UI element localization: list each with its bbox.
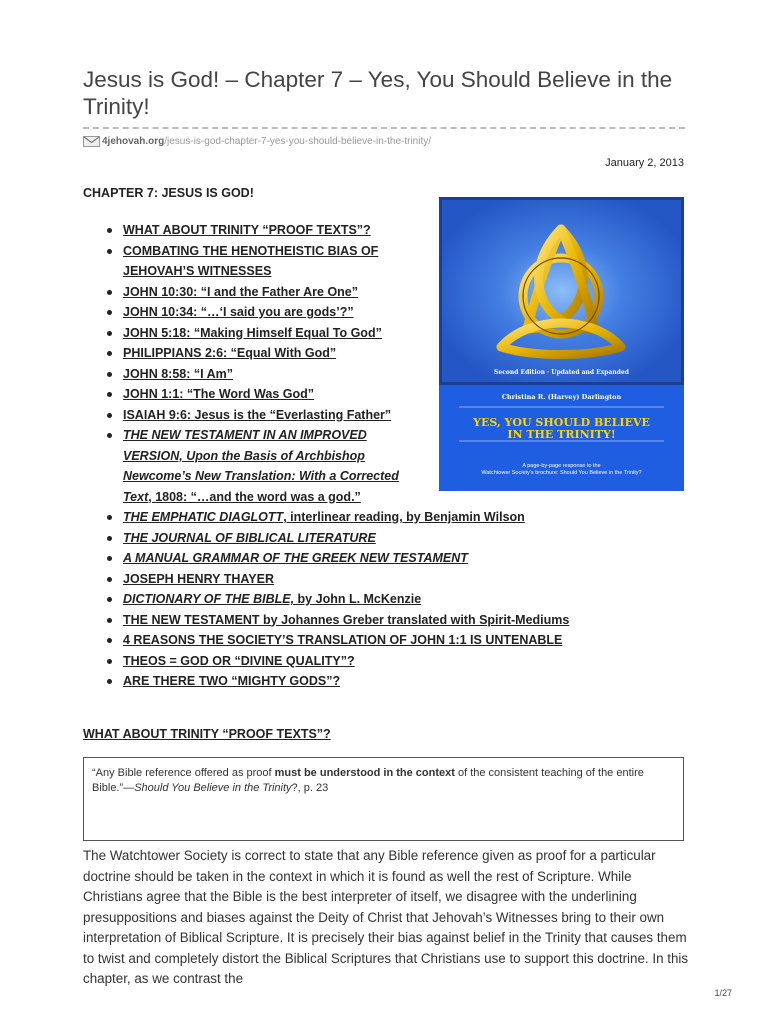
toc-link[interactable]	[123, 633, 562, 647]
cover-title-line-2: IN THE TRINITY!	[507, 428, 616, 441]
toc-item	[103, 384, 663, 405]
toc-link-text: PHILIPPIANS 2:6: “Equal With God”	[123, 346, 337, 360]
toc-link[interactable]	[123, 323, 413, 344]
toc-link-text: , interlinear reading, by Benjamin Wilson	[283, 510, 525, 524]
quote-text-start: “Any Bible reference offered as proof	[92, 767, 275, 779]
toc-link[interactable]	[123, 654, 355, 668]
toc-item	[103, 671, 663, 692]
toc-link-text: JOHN 10:34: “…‘I said you are gods’?”	[123, 305, 354, 319]
toc-link-text: by John L. McKenzie	[294, 592, 422, 606]
toc-link[interactable]	[123, 572, 274, 586]
toc-link-text: THE NEW TESTAMENT by Johannes Greber translated with Spirit-Mediums	[123, 612, 570, 627]
source-path[interactable]: /jesus-is-god-chapter-7-yes-you-should-believe-in-the-trinity/	[164, 136, 432, 147]
toc-link-text: JOSEPH HENRY THAYER	[123, 571, 274, 586]
source-domain[interactable]: 4jehovah.org	[102, 136, 165, 147]
toc-link-text: JOHN 1:1: “The Word Was God”	[123, 387, 314, 401]
toc-link-title-italic: THE JOURNAL OF BIBLICAL LITERATURE	[123, 530, 376, 545]
toc-link-text: COMBATING THE HENOTHEISTIC BIAS OF JEHOVAH’S WITNESSES	[123, 243, 379, 278]
toc-item	[103, 569, 663, 590]
cover-subtitle-line-1: A page-by-page response to the	[522, 463, 601, 469]
toc-link[interactable]	[123, 425, 413, 507]
toc-item	[103, 528, 663, 549]
toc-link-text: , 1808: “…and the word was a god.”	[148, 489, 361, 504]
toc-link[interactable]	[123, 241, 413, 282]
toc-item	[103, 282, 663, 303]
toc-link[interactable]	[123, 282, 413, 303]
source-url[interactable]	[83, 136, 431, 147]
page-title: Jesus is God! – Chapter 7 – Yes, You Should Believe in the Trinity!	[83, 67, 673, 119]
toc-link[interactable]	[123, 613, 569, 627]
cover-title-line-1: YES, YOU SHOULD BELIEVE	[473, 416, 650, 429]
toc-link[interactable]	[123, 674, 340, 688]
toc-item	[103, 651, 663, 672]
toc-link-title-italic: DICTIONARY OF THE BIBLE,	[123, 592, 295, 606]
cover-author: Christina R. (Harvey) Darlington	[501, 393, 622, 401]
toc-item	[103, 220, 663, 241]
toc-item	[103, 323, 663, 344]
link-icon	[83, 136, 100, 147]
toc-link[interactable]	[123, 551, 468, 565]
quote-source: Should You Believe in the Trinity	[134, 781, 292, 794]
toc-item	[103, 548, 663, 569]
section-heading-proof-texts[interactable]: WHAT ABOUT TRINITY “PROOF TEXTS”?	[83, 727, 331, 741]
toc-item	[103, 630, 663, 651]
toc-link-text: ARE THERE TWO “MIGHTY GODS”?	[123, 674, 341, 688]
toc-link[interactable]	[123, 343, 413, 364]
toc-link[interactable]	[123, 364, 413, 385]
toc-link-title-italic: THE EMPHATIC DIAGLOTT	[123, 510, 284, 524]
cover-edition: Second Edition · Updated and Expanded	[494, 369, 629, 376]
toc-item	[103, 302, 663, 323]
toc-item	[103, 241, 663, 282]
toc-link-title-italic: THE NEW TESTAMENT IN AN IMPROVED VERSION, Upon the Basis of Archbishop Newcome’s New Translation: With a Corrected Text	[123, 428, 399, 504]
quote-text-end: of the consistent teaching of the entire Bible.”—	[92, 767, 644, 794]
page-number: 1/27	[714, 988, 732, 998]
toc-link[interactable]	[123, 592, 421, 606]
toc-link[interactable]	[123, 405, 413, 426]
toc-link-text: 4 REASONS THE SOCIETY’S TRANSLATION OF JOHN 1:1 IS UNTENABLE	[123, 633, 563, 647]
quote-box	[83, 757, 684, 841]
post-date: January 2, 2013	[605, 157, 684, 169]
quote-page: ?, p. 23	[291, 781, 329, 794]
toc-link-text: JOHN 5:18: “Making Himself Equal To God”	[123, 325, 382, 340]
toc-link-text: ISAIAH 9:6: Jesus is the “Everlasting Father”	[123, 407, 392, 422]
toc-link[interactable]	[123, 302, 413, 323]
toc-link[interactable]	[123, 384, 413, 405]
toc-link-title-italic: A MANUAL GRAMMAR OF THE GREEK NEW TESTAMENT	[123, 551, 468, 565]
chapter-heading: CHAPTER 7: JESUS IS GOD!	[83, 186, 254, 200]
toc-item	[103, 589, 663, 610]
toc-link-text: WHAT ABOUT TRINITY “PROOF TEXTS”?	[123, 223, 371, 237]
table-of-contents	[103, 220, 663, 692]
toc-link-text: THEOS = GOD OR “DIVINE QUALITY”?	[123, 653, 355, 668]
toc-item	[103, 425, 663, 507]
toc-item	[103, 507, 663, 528]
cover-subtitle-line-2: Watchtower Society’s brochure: Should You Believe in the Trinity?	[481, 470, 642, 476]
body-paragraph: The Watchtower Society is correct to state that any Bible reference given as proof for a particular doctrine should be taken in the context in which it is found as well the rest of Scripture. While Christians agree that the Bible is the best interpreter of itself, we disagree with the underlining presuppositions and biases against the Deity of Christ that Jehovah’s Witnesses bring to their own interpretation of Biblical Scripture. It is precisely their bias against belief in the Trinity that causes them to twist and completely distort the Biblical Scriptures that Christians use to support this doctrine. In this chapter, as we contrast the	[83, 848, 689, 986]
toc-item	[103, 364, 663, 385]
dashed-divider	[83, 127, 685, 129]
toc-link-text: JOHN 8:58: “I Am”	[123, 366, 233, 381]
toc-link-text: JOHN 10:30: “I and the Father Are One”	[123, 284, 359, 299]
toc-item	[103, 343, 663, 364]
toc-item	[103, 610, 663, 631]
quote-emphasis: must be understood in the context	[274, 767, 455, 779]
toc-link[interactable]	[123, 531, 376, 545]
toc-link[interactable]	[123, 510, 525, 524]
toc-link[interactable]	[123, 220, 413, 241]
toc-item	[103, 405, 663, 426]
